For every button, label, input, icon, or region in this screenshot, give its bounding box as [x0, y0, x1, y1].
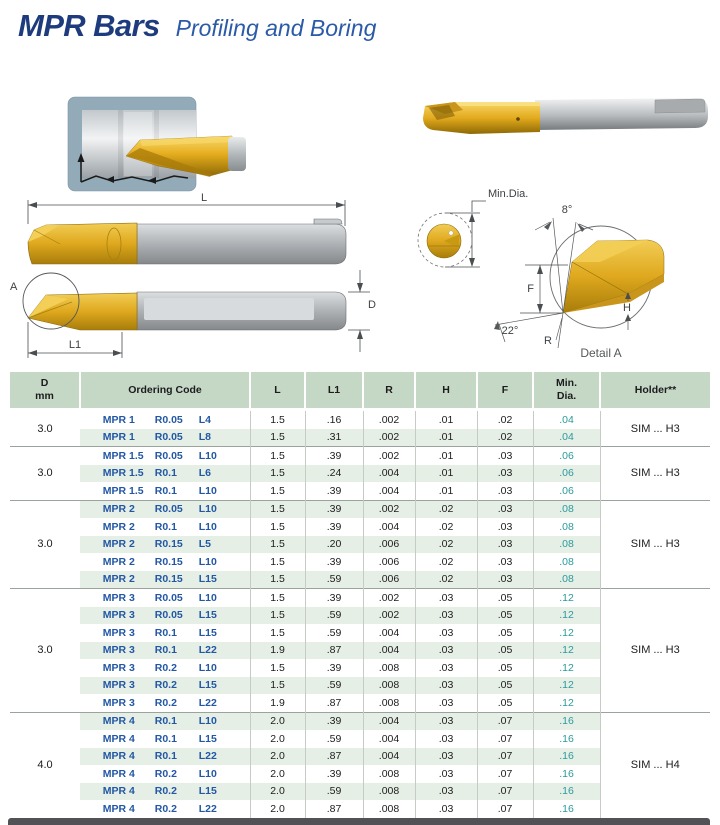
top-view-shank: [137, 224, 346, 264]
cell-ordering-code: [80, 677, 250, 695]
code-part: R0.15: [154, 555, 183, 568]
cell-r: .006: [363, 553, 415, 571]
cell-min_dia: .04: [533, 429, 600, 447]
cell-min_dia: .08: [533, 536, 600, 554]
code-part: L8: [198, 431, 212, 444]
table-head: [10, 372, 710, 410]
cell-h: .03: [415, 748, 477, 766]
cell-min_dia: .08: [533, 571, 600, 589]
code-part: R0.15: [154, 538, 183, 551]
cell-h: .03: [415, 624, 477, 642]
code-part: L10: [198, 555, 217, 568]
code-part: L10: [198, 484, 217, 497]
cell-l1: .39: [305, 712, 363, 730]
cell-r: .006: [363, 571, 415, 589]
cell-l: 1.5: [250, 447, 305, 465]
cell-min_dia: .04: [533, 410, 600, 429]
cell-l: 1.5: [250, 677, 305, 695]
cell-ordering-code: [80, 447, 250, 465]
code-part: MPR 2: [102, 573, 135, 586]
cell-h: .01: [415, 465, 477, 483]
cell-f: .07: [477, 800, 533, 818]
code-part: L22: [198, 644, 217, 657]
cell-r: .008: [363, 694, 415, 712]
cell-f: .07: [477, 730, 533, 748]
code-part: R0.05: [154, 591, 183, 604]
code-part: R0.05: [154, 449, 183, 462]
code-part: R0.2: [154, 661, 177, 674]
code-part: R0.15: [154, 573, 183, 586]
column-header: R: [363, 372, 415, 410]
cell-h: .03: [415, 712, 477, 730]
cell-min_dia: .12: [533, 694, 600, 712]
column-header: H: [415, 372, 477, 410]
cell-holder: SIM ... H3: [600, 589, 710, 713]
code-part: MPR 3: [102, 591, 135, 604]
column-header: L: [250, 372, 305, 410]
cell-min_dia: .12: [533, 659, 600, 677]
cell-l: 1.5: [250, 429, 305, 447]
dim-label-D: D: [368, 299, 376, 311]
detail-drawing-svg: [400, 170, 720, 370]
cell-f: .05: [477, 624, 533, 642]
cell-ordering-code: [80, 536, 250, 554]
cell-l: 1.5: [250, 659, 305, 677]
cell-ordering-code: [80, 589, 250, 607]
cell-min_dia: .12: [533, 607, 600, 625]
cell-ordering-code: [80, 659, 250, 677]
code-part: MPR 3: [102, 609, 135, 622]
cell-r: .004: [363, 730, 415, 748]
cell-l: 1.5: [250, 482, 305, 500]
code-part: MPR 4: [102, 750, 135, 763]
cell-r: .002: [363, 447, 415, 465]
cell-min_dia: .12: [533, 624, 600, 642]
cell-h: .02: [415, 518, 477, 536]
cell-h: .01: [415, 447, 477, 465]
cell-r: .002: [363, 410, 415, 429]
cell-l1: .59: [305, 624, 363, 642]
code-part: R0.1: [154, 626, 177, 639]
code-part: L10: [198, 591, 217, 604]
cell-ordering-code: [80, 482, 250, 500]
cell-h: .03: [415, 607, 477, 625]
cell-l1: .20: [305, 536, 363, 554]
table-body: [10, 410, 710, 818]
cell-h: .03: [415, 677, 477, 695]
code-part: L15: [198, 626, 217, 639]
code-part: MPR 4: [102, 767, 135, 780]
code-part: MPR 2: [102, 555, 135, 568]
code-part: MPR 3: [102, 679, 135, 692]
cell-h: .02: [415, 500, 477, 518]
code-part: R0.1: [154, 750, 177, 763]
cell-ordering-code: [80, 694, 250, 712]
code-part: R0.2: [154, 767, 177, 780]
page-title: MPR Bars: [18, 8, 160, 43]
cell-l1: .39: [305, 765, 363, 783]
code-part: MPR 3: [102, 661, 135, 674]
table-row: [10, 589, 710, 607]
code-part: L4: [198, 413, 212, 426]
cell-l1: .59: [305, 730, 363, 748]
cell-ordering-code: [80, 518, 250, 536]
cell-l: 1.5: [250, 500, 305, 518]
cell-l1: .39: [305, 447, 363, 465]
code-part: L5: [198, 538, 212, 551]
cell-l: 2.0: [250, 765, 305, 783]
cell-f: .07: [477, 712, 533, 730]
cell-l: 1.5: [250, 624, 305, 642]
cell-l1: .59: [305, 571, 363, 589]
cell-ordering-code: [80, 783, 250, 801]
cell-min_dia: .08: [533, 553, 600, 571]
cell-ordering-code: [80, 607, 250, 625]
technical-drawing: [2, 192, 394, 373]
code-part: MPR 1.5: [102, 484, 144, 497]
dim-D-lines: [348, 270, 370, 352]
cell-r: .004: [363, 712, 415, 730]
cell-ordering-code: [80, 553, 250, 571]
code-part: MPR 2: [102, 538, 135, 551]
cell-r: .002: [363, 500, 415, 518]
column-header: L1: [305, 372, 363, 410]
cell-f: .03: [477, 500, 533, 518]
cell-f: .03: [477, 536, 533, 554]
table-row: [10, 500, 710, 518]
cell-ordering-code: [80, 429, 250, 447]
cell-h: .02: [415, 553, 477, 571]
cell-ordering-code: [80, 748, 250, 766]
cell-l: 1.5: [250, 589, 305, 607]
code-part: R0.2: [154, 785, 177, 798]
cell-l: 2.0: [250, 712, 305, 730]
angle-label-8: 8°: [561, 204, 573, 216]
cell-r: .008: [363, 783, 415, 801]
cell-min_dia: .06: [533, 482, 600, 500]
code-part: MPR 3: [102, 644, 135, 657]
cell-min_dia: .12: [533, 589, 600, 607]
cell-diameter: 3.0: [10, 447, 80, 501]
bar-shank-end: [228, 137, 246, 171]
cell-min_dia: .16: [533, 748, 600, 766]
cell-min_dia: .08: [533, 500, 600, 518]
cell-h: .01: [415, 429, 477, 447]
code-part: MPR 4: [102, 802, 135, 815]
code-part: MPR 2: [102, 520, 135, 533]
code-part: R0.1: [154, 520, 177, 533]
cell-f: .05: [477, 677, 533, 695]
cell-min_dia: .12: [533, 677, 600, 695]
cell-r: .004: [363, 482, 415, 500]
cell-f: .05: [477, 589, 533, 607]
cell-r: .004: [363, 624, 415, 642]
code-part: R0.1: [154, 715, 177, 728]
code-part: L15: [198, 785, 217, 798]
code-part: L6: [198, 467, 212, 480]
cell-l: 1.5: [250, 553, 305, 571]
cell-f: .03: [477, 553, 533, 571]
cell-f: .07: [477, 748, 533, 766]
cell-f: .02: [477, 410, 533, 429]
column-header: Holder**: [600, 372, 710, 410]
cell-ordering-code: [80, 410, 250, 429]
dim-label-L1: L1: [68, 339, 82, 351]
code-part: R0.1: [154, 467, 177, 480]
code-part: R0.2: [154, 802, 177, 815]
cell-ordering-code: [80, 642, 250, 660]
bar-render-svg: [415, 90, 717, 144]
column-header: F: [477, 372, 533, 410]
header-row: [10, 372, 710, 410]
dim-L-lines: [28, 200, 345, 226]
cell-diameter: 4.0: [10, 712, 80, 818]
table-row: [10, 447, 710, 465]
cell-min_dia: .12: [533, 642, 600, 660]
cell-r: .008: [363, 677, 415, 695]
next-section-bar: [8, 818, 710, 825]
code-part: L22: [198, 750, 217, 763]
code-part: R0.05: [154, 503, 183, 516]
table-row: [10, 712, 710, 730]
cell-l1: .39: [305, 518, 363, 536]
table-row: [10, 410, 710, 429]
cell-h: .03: [415, 800, 477, 818]
code-part: L10: [198, 520, 217, 533]
cell-r: .004: [363, 518, 415, 536]
cell-ordering-code: [80, 465, 250, 483]
cell-min_dia: .08: [533, 518, 600, 536]
cell-l1: .39: [305, 659, 363, 677]
cell-f: .07: [477, 765, 533, 783]
cell-l: 1.5: [250, 536, 305, 554]
cell-h: .01: [415, 482, 477, 500]
cell-r: .004: [363, 642, 415, 660]
cell-l1: .59: [305, 677, 363, 695]
code-part: L10: [198, 661, 217, 674]
cell-l1: .16: [305, 410, 363, 429]
code-part: R0.1: [154, 644, 177, 657]
code-part: L10: [198, 449, 217, 462]
cell-l1: .39: [305, 482, 363, 500]
cell-diameter: 3.0: [10, 410, 80, 447]
cell-f: .05: [477, 659, 533, 677]
code-part: R0.05: [154, 431, 183, 444]
column-header: D mm: [10, 372, 80, 410]
cell-h: .03: [415, 642, 477, 660]
page-subtitle: Profiling and Boring: [175, 15, 377, 41]
cell-min_dia: .16: [533, 765, 600, 783]
cell-l1: .59: [305, 783, 363, 801]
detail-a-caption: Detail A: [580, 346, 622, 360]
cell-l: 1.9: [250, 694, 305, 712]
cell-l1: .87: [305, 748, 363, 766]
code-part: L15: [198, 679, 217, 692]
code-part: MPR 3: [102, 626, 135, 639]
cell-ordering-code: [80, 624, 250, 642]
column-header: Ordering Code: [80, 372, 250, 410]
cell-holder: SIM ... H3: [600, 447, 710, 501]
cell-f: .05: [477, 642, 533, 660]
bore-profiling-illustration: [62, 90, 252, 203]
code-part: R0.05: [154, 609, 183, 622]
code-part: R0.2: [154, 679, 177, 692]
cell-f: .03: [477, 465, 533, 483]
cell-l1: .31: [305, 429, 363, 447]
cell-r: .006: [363, 536, 415, 554]
cell-r: .008: [363, 765, 415, 783]
cell-f: .05: [477, 607, 533, 625]
cell-l1: .39: [305, 589, 363, 607]
spec-table: [10, 372, 710, 818]
detail-drawing: [400, 170, 720, 375]
cell-min_dia: .06: [533, 465, 600, 483]
cell-diameter: 3.0: [10, 589, 80, 713]
dim-label-H: H: [623, 302, 631, 314]
cell-holder: SIM ... H4: [600, 712, 710, 818]
column-header: Min. Dia.: [533, 372, 600, 410]
cell-l1: .87: [305, 800, 363, 818]
angle-label-22: 22°: [501, 325, 519, 337]
cell-h: .03: [415, 765, 477, 783]
cell-l1: .59: [305, 607, 363, 625]
cell-ordering-code: [80, 765, 250, 783]
cell-f: .03: [477, 482, 533, 500]
cell-h: .03: [415, 783, 477, 801]
cell-l: 1.5: [250, 518, 305, 536]
cell-diameter: 3.0: [10, 500, 80, 589]
code-part: MPR 1: [102, 431, 135, 444]
dim-label-F: F: [527, 283, 534, 295]
cell-l1: .24: [305, 465, 363, 483]
bar-render-illustration: [415, 90, 717, 149]
dim-label-A: A: [10, 281, 18, 293]
cell-min_dia: .16: [533, 712, 600, 730]
code-part: MPR 1: [102, 413, 135, 426]
cell-h: .02: [415, 571, 477, 589]
cell-r: .008: [363, 800, 415, 818]
cell-l: 2.0: [250, 730, 305, 748]
cell-h: .03: [415, 730, 477, 748]
clamping-flat: [655, 99, 705, 113]
cell-ordering-code: [80, 571, 250, 589]
cell-r: .008: [363, 659, 415, 677]
cell-min_dia: .06: [533, 447, 600, 465]
code-part: MPR 4: [102, 715, 135, 728]
cell-l: 1.5: [250, 571, 305, 589]
code-part: L15: [198, 573, 217, 586]
code-part: L22: [198, 696, 217, 709]
cell-h: .03: [415, 659, 477, 677]
page-header: [18, 8, 376, 44]
cell-ordering-code: [80, 500, 250, 518]
cell-l1: .87: [305, 642, 363, 660]
cell-f: .03: [477, 447, 533, 465]
cell-l1: .39: [305, 500, 363, 518]
code-part: R0.2: [154, 696, 177, 709]
cell-r: .002: [363, 607, 415, 625]
code-part: L10: [198, 715, 217, 728]
cell-min_dia: .16: [533, 730, 600, 748]
cell-f: .03: [477, 518, 533, 536]
cell-min_dia: .16: [533, 800, 600, 818]
cell-f: .07: [477, 783, 533, 801]
code-part: L15: [198, 732, 217, 745]
bore-profiling-svg: [62, 90, 252, 198]
cell-holder: SIM ... H3: [600, 500, 710, 589]
code-part: R0.05: [154, 413, 183, 426]
dim-label-R: R: [544, 335, 552, 347]
code-part: L15: [198, 609, 217, 622]
code-part: MPR 1.5: [102, 467, 144, 480]
cell-h: .03: [415, 589, 477, 607]
dim-label-min-dia: Min.Dia.: [488, 188, 529, 200]
cell-l: 2.0: [250, 783, 305, 801]
cell-l: 2.0: [250, 800, 305, 818]
cell-l1: .87: [305, 694, 363, 712]
dim-label-L: L: [200, 192, 208, 204]
cell-ordering-code: [80, 800, 250, 818]
cell-min_dia: .16: [533, 783, 600, 801]
cell-f: .03: [477, 571, 533, 589]
cell-l: 1.5: [250, 410, 305, 429]
technical-drawing-svg: [2, 192, 394, 368]
cell-l: 1.5: [250, 465, 305, 483]
code-part: MPR 4: [102, 785, 135, 798]
cell-r: .004: [363, 465, 415, 483]
cell-l: 1.9: [250, 642, 305, 660]
cell-ordering-code: [80, 730, 250, 748]
code-part: MPR 2: [102, 503, 135, 516]
cell-holder: SIM ... H3: [600, 410, 710, 447]
cell-r: .004: [363, 748, 415, 766]
code-part: MPR 1.5: [102, 449, 144, 462]
cell-h: .03: [415, 694, 477, 712]
cell-r: .002: [363, 589, 415, 607]
code-part: R0.1: [154, 484, 177, 497]
cell-f: .05: [477, 694, 533, 712]
cell-h: .01: [415, 410, 477, 429]
cell-l: 1.5: [250, 607, 305, 625]
cell-l: 2.0: [250, 748, 305, 766]
cell-r: .002: [363, 429, 415, 447]
cell-ordering-code: [80, 712, 250, 730]
code-part: L10: [198, 767, 217, 780]
cell-l1: .39: [305, 553, 363, 571]
code-part: R0.1: [154, 732, 177, 745]
code-part: MPR 4: [102, 732, 135, 745]
code-part: MPR 3: [102, 696, 135, 709]
code-part: L10: [198, 503, 217, 516]
code-part: L22: [198, 802, 217, 815]
cell-f: .02: [477, 429, 533, 447]
cell-h: .02: [415, 536, 477, 554]
